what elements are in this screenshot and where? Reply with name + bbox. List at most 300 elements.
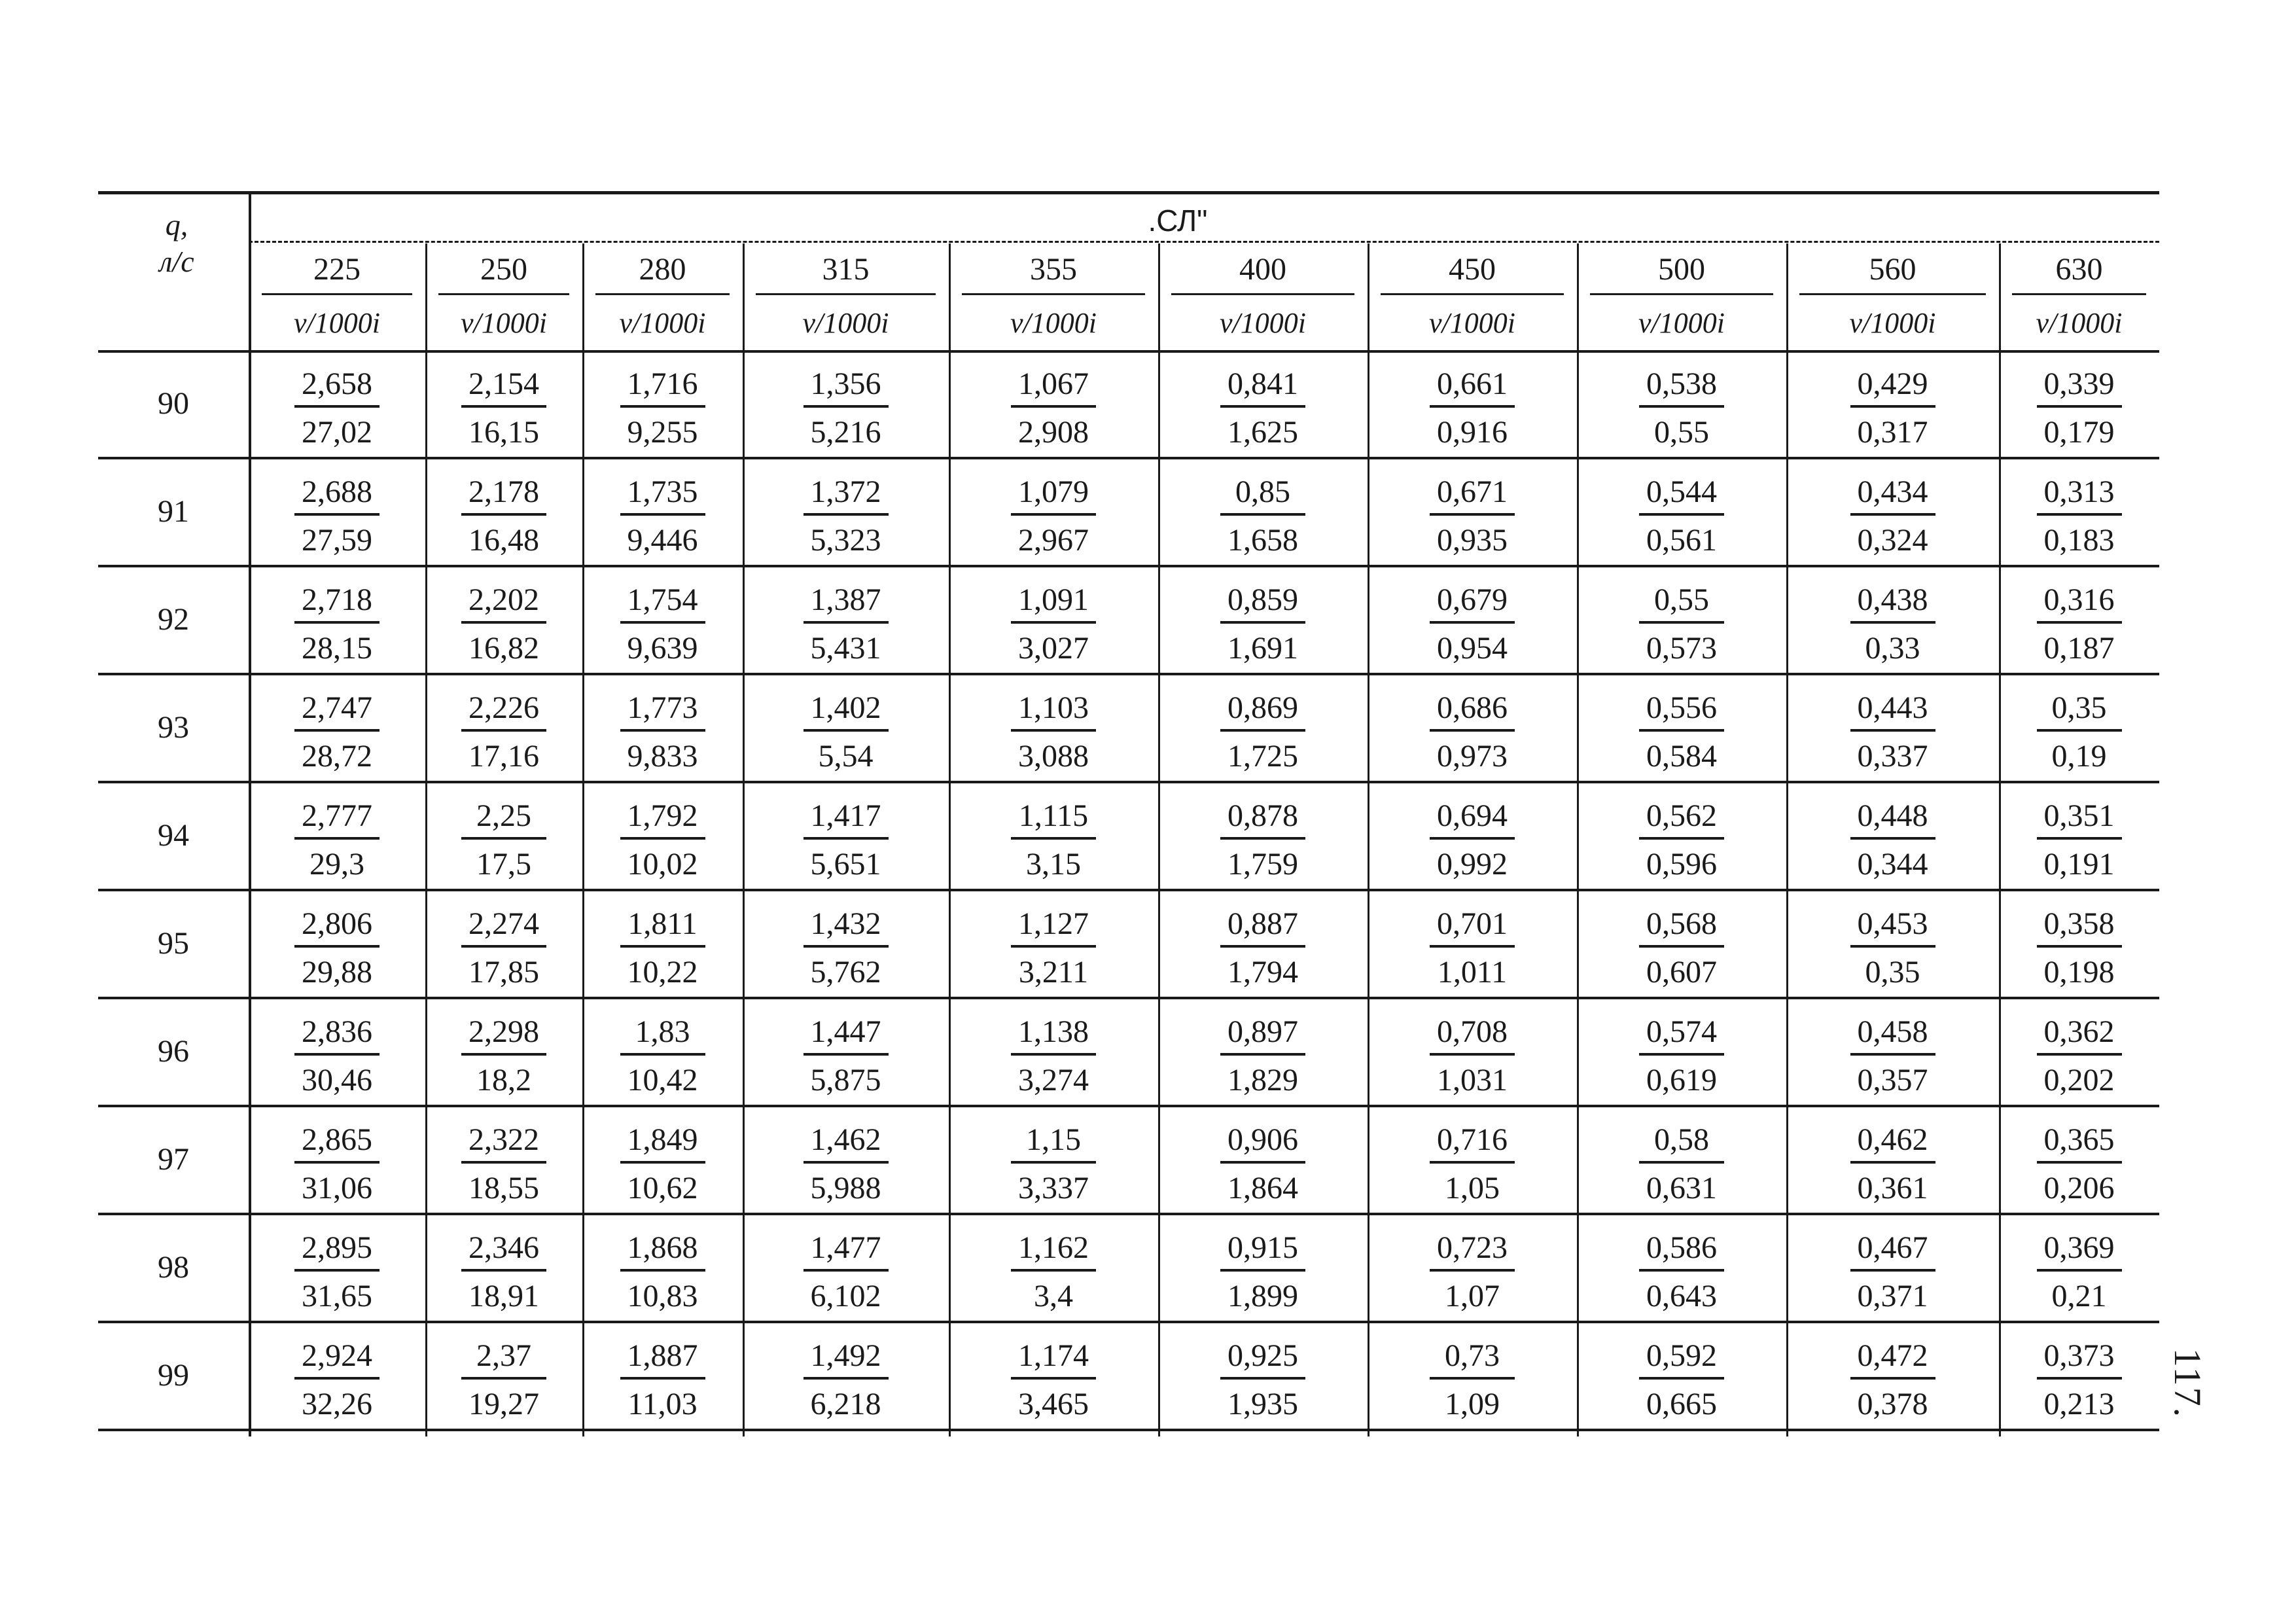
column-unit-label: v/1000i [1638,307,1725,339]
fraction-bar [1220,513,1305,516]
fraction-bar [2037,945,2122,948]
diameter-label: 450 [1449,252,1496,287]
velocity-value: 0,586 [1646,1230,1717,1265]
head-loss-value: 0,935 [1437,523,1508,558]
velocity-value: 0,429 [1857,366,1928,401]
fraction-bar [1850,729,1935,732]
velocity-value: 0,897 [1227,1014,1298,1049]
fraction-bar [2037,1269,2122,1272]
fraction-bar [2037,729,2122,732]
fraction-bar [804,621,889,624]
fraction-bar [1430,1377,1515,1380]
flow-rate-unit: л/с [159,245,194,278]
diameter-label: 315 [822,252,870,287]
diameter-label: 250 [480,252,527,287]
velocity-value: 2,688 [302,474,372,509]
head-loss-value: 0,619 [1646,1063,1717,1097]
fraction-bar [620,513,705,516]
fraction-bar [461,1377,546,1380]
fraction-bar [804,1053,889,1056]
head-loss-value: 10,42 [627,1063,698,1097]
head-loss-value: 28,15 [302,631,372,666]
velocity-value: 0,365 [2043,1122,2115,1157]
fraction-bar [2037,621,2122,624]
column-unit-label: v/1000i [2036,307,2123,339]
fraction-bar [461,1161,546,1164]
velocity-value: 1,754 [627,582,698,617]
head-loss-value: 18,2 [476,1063,531,1097]
velocity-value: 0,316 [2043,582,2115,617]
head-loss-value: 5,431 [810,631,881,666]
velocity-value: 0,453 [1857,906,1928,941]
head-loss-value: 29,88 [302,955,372,990]
head-loss-value: 5,875 [810,1063,881,1097]
flow-rate-value: 99 [158,1358,189,1393]
fraction-bar [620,1053,705,1056]
head-loss-value: 9,833 [627,739,698,774]
fraction-bar [294,405,380,408]
fraction-bar [1639,729,1724,732]
head-loss-value: 1,625 [1227,415,1298,450]
column-unit-label: v/1000i [1849,307,1936,339]
head-loss-value: 3,027 [1018,631,1089,666]
fraction-bar [1639,1161,1724,1164]
head-loss-value: 10,22 [627,955,698,990]
velocity-value: 0,351 [2043,798,2115,833]
head-loss-value: 0,324 [1857,523,1928,558]
velocity-value: 2,806 [302,906,372,941]
diameter-underline [962,293,1145,295]
velocity-value: 0,701 [1437,906,1508,941]
head-loss-value: 1,864 [1227,1171,1298,1205]
head-loss-value: 0,916 [1437,415,1508,450]
fraction-bar [804,513,889,516]
fraction-bar [1639,1269,1724,1272]
diameter-label: 630 [2055,252,2103,287]
fraction-bar [2037,513,2122,516]
diameter-underline [756,293,936,295]
head-loss-value: 11,03 [627,1387,698,1421]
fraction-bar [1639,513,1724,516]
fraction-bar [1011,1053,1096,1056]
fraction-bar [294,1269,380,1272]
head-loss-value: 1,794 [1227,955,1298,990]
velocity-value: 0,925 [1227,1338,1298,1373]
fraction-bar [461,513,546,516]
diameter-underline [595,293,730,295]
row-separator [98,889,2159,891]
velocity-value: 0,556 [1646,690,1717,725]
column-unit-label: v/1000i [461,307,547,339]
diameter-underline [2012,293,2146,295]
velocity-value: 1,477 [810,1230,881,1265]
head-loss-value: 27,02 [302,415,372,450]
fraction-bar [294,945,380,948]
flow-rate-value: 95 [158,926,189,961]
velocity-value: 0,708 [1437,1014,1508,1049]
flow-rate-value: 94 [158,818,189,853]
head-loss-value: 5,762 [810,955,881,990]
velocity-value: 1,138 [1018,1014,1089,1049]
velocity-value: 1,887 [627,1338,698,1373]
diameter-underline [438,293,569,295]
velocity-value: 0,339 [2043,366,2115,401]
head-loss-value: 27,59 [302,523,372,558]
head-loss-value: 0,643 [1646,1279,1717,1313]
head-loss-value: 0,665 [1646,1387,1717,1421]
fraction-bar [1011,729,1096,732]
fraction-bar [1639,945,1724,948]
velocity-value: 2,322 [468,1122,539,1157]
fraction-bar [1430,1161,1515,1164]
velocity-value: 0,887 [1227,906,1298,941]
head-loss-value: 0,596 [1646,847,1717,882]
head-loss-value: 0,33 [1865,631,1920,666]
fraction-bar [1850,513,1935,516]
row-separator [98,673,2159,675]
fraction-bar [2037,1053,2122,1056]
velocity-value: 2,865 [302,1122,372,1157]
velocity-value: 0,878 [1227,798,1298,833]
fraction-bar [1639,621,1724,624]
flow-rate-value: 96 [158,1034,189,1069]
head-loss-value: 1,031 [1437,1063,1508,1097]
fraction-bar [294,1053,380,1056]
head-loss-value: 1,935 [1227,1387,1298,1421]
velocity-value: 1,492 [810,1338,881,1373]
velocity-value: 0,679 [1437,582,1508,617]
velocity-value: 1,849 [627,1122,698,1157]
head-loss-value: 16,15 [468,415,539,450]
row-separator [98,1321,2159,1323]
fraction-bar [804,1377,889,1380]
head-loss-value: 0,992 [1437,847,1508,882]
fraction-bar [1011,513,1096,516]
velocity-value: 0,592 [1646,1338,1717,1373]
flow-rate-value: 98 [158,1250,189,1285]
fraction-bar [461,837,546,840]
velocity-value: 1,067 [1018,366,1089,401]
fraction-bar [1430,405,1515,408]
velocity-value: 1,417 [810,798,881,833]
fraction-bar [620,621,705,624]
head-loss-value: 0,954 [1437,631,1508,666]
velocity-value: 0,915 [1227,1230,1298,1265]
column-unit-label: v/1000i [619,307,706,339]
fraction-bar [2037,405,2122,408]
head-loss-value: 0,317 [1857,415,1928,450]
velocity-value: 1,372 [810,474,881,509]
header-rule-series [249,241,2159,243]
fraction-bar [1220,945,1305,948]
head-loss-value: 5,216 [810,415,881,450]
diameter-underline [1381,293,1564,295]
fraction-bar [1011,1161,1096,1164]
head-loss-value: 9,639 [627,631,698,666]
head-loss-value: 3,465 [1018,1387,1089,1421]
column-unit-label: v/1000i [802,307,889,339]
fraction-bar [620,837,705,840]
head-loss-value: 18,55 [468,1171,539,1205]
velocity-value: 1,127 [1018,906,1089,941]
table-top-rule [98,191,2159,194]
head-loss-value: 0,337 [1857,739,1928,774]
row-separator [98,1429,2159,1431]
diameter-label: 355 [1030,252,1077,287]
head-loss-value: 1,725 [1227,739,1298,774]
velocity-value: 1,387 [810,582,881,617]
velocity-value: 0,472 [1857,1338,1928,1373]
velocity-value: 0,438 [1857,582,1928,617]
fraction-bar [620,405,705,408]
fraction-bar [294,729,380,732]
fraction-bar [1639,405,1724,408]
head-loss-value: 3,274 [1018,1063,1089,1097]
diameter-label: 280 [639,252,686,287]
head-loss-value: 1,05 [1445,1171,1500,1205]
velocity-value: 1,811 [627,906,698,941]
velocity-value: 1,103 [1018,690,1089,725]
fraction-bar [1011,621,1096,624]
velocity-value: 2,178 [468,474,539,509]
fraction-bar [461,1053,546,1056]
fraction-bar [804,729,889,732]
velocity-value: 2,836 [302,1014,372,1049]
fraction-bar [2037,837,2122,840]
page-number: 117. [2166,1347,2210,1419]
velocity-value: 2,274 [468,906,539,941]
fraction-bar [1639,1377,1724,1380]
fraction-bar [1220,729,1305,732]
velocity-value: 0,313 [2043,474,2115,509]
fraction-bar [1850,945,1935,948]
head-loss-value: 2,967 [1018,523,1089,558]
fraction-bar [461,945,546,948]
velocity-value: 0,544 [1646,474,1717,509]
fraction-bar [1850,1269,1935,1272]
row-separator [98,781,2159,783]
flow-rate-value: 92 [158,602,189,637]
fraction-bar [1220,1053,1305,1056]
fraction-bar [1430,945,1515,948]
fraction-bar [1220,1377,1305,1380]
row-separator [98,1105,2159,1107]
velocity-value: 0,686 [1437,690,1508,725]
fraction-bar [1850,1161,1935,1164]
head-loss-value: 1,07 [1445,1279,1500,1313]
velocity-value: 0,85 [1235,474,1290,509]
head-loss-value: 9,446 [627,523,698,558]
fraction-bar [1011,945,1096,948]
velocity-value: 0,574 [1646,1014,1717,1049]
fraction-bar [1220,1161,1305,1164]
fraction-bar [1011,405,1096,408]
velocity-value: 0,73 [1445,1338,1500,1373]
fraction-bar [1220,405,1305,408]
head-loss-value: 16,82 [468,631,539,666]
velocity-value: 2,747 [302,690,372,725]
head-loss-value: 17,16 [468,739,539,774]
head-loss-value: 0,35 [1865,955,1920,990]
pipe-series-header: .СЛ" [1148,204,1208,238]
velocity-value: 1,402 [810,690,881,725]
velocity-value: 0,448 [1857,798,1928,833]
fraction-bar [1430,729,1515,732]
velocity-value: 1,356 [810,366,881,401]
velocity-value: 0,458 [1857,1014,1928,1049]
flow-rate-symbol: q, [165,208,188,241]
velocity-value: 0,723 [1437,1230,1508,1265]
velocity-value: 2,346 [468,1230,539,1265]
flow-rate-header [105,207,249,280]
head-loss-value: 6,102 [810,1279,881,1313]
head-loss-value: 32,26 [302,1387,372,1421]
fraction-bar [1011,837,1096,840]
velocity-value: 2,226 [468,690,539,725]
head-loss-value: 29,3 [309,847,364,882]
head-loss-value: 3,15 [1026,847,1081,882]
head-loss-value: 17,85 [468,955,539,990]
velocity-value: 0,906 [1227,1122,1298,1157]
row-separator [98,1213,2159,1215]
velocity-value: 1,447 [810,1014,881,1049]
fraction-bar [804,405,889,408]
velocity-value: 2,37 [476,1338,531,1373]
velocity-value: 0,859 [1227,582,1298,617]
velocity-value: 2,298 [468,1014,539,1049]
velocity-value: 1,115 [1018,798,1089,833]
column-unit-label: v/1000i [1429,307,1515,339]
diameter-label: 500 [1658,252,1705,287]
velocity-value: 1,091 [1018,582,1089,617]
velocity-value: 2,658 [302,366,372,401]
column-unit-label: v/1000i [1010,307,1097,339]
velocity-value: 1,83 [635,1014,690,1049]
head-loss-value: 2,908 [1018,415,1089,450]
fraction-bar [1011,1269,1096,1272]
head-loss-value: 17,5 [476,847,531,882]
fraction-bar [1430,1269,1515,1272]
velocity-value: 0,35 [2051,690,2107,725]
velocity-value: 1,462 [810,1122,881,1157]
velocity-value: 1,792 [627,798,698,833]
fraction-bar [804,945,889,948]
velocity-value: 0,467 [1857,1230,1928,1265]
fraction-bar [294,1377,380,1380]
fraction-bar [1220,1269,1305,1272]
fraction-bar [620,945,705,948]
velocity-value: 1,773 [627,690,698,725]
velocity-value: 0,661 [1437,366,1508,401]
fraction-bar [2037,1377,2122,1380]
fraction-bar [461,621,546,624]
fraction-bar [461,405,546,408]
head-loss-value: 1,691 [1227,631,1298,666]
head-loss-value: 5,651 [810,847,881,882]
fraction-bar [620,1269,705,1272]
fraction-bar [1850,1377,1935,1380]
velocity-value: 0,716 [1437,1122,1508,1157]
fraction-bar [620,729,705,732]
head-loss-value: 0,344 [1857,847,1928,882]
header-bottom-rule [98,350,2159,353]
head-loss-value: 18,91 [468,1279,539,1313]
head-loss-value: 0,21 [2051,1279,2107,1313]
velocity-value: 0,55 [1654,582,1709,617]
velocity-value: 1,432 [810,906,881,941]
head-loss-value: 0,573 [1646,631,1717,666]
head-loss-value: 0,357 [1857,1063,1928,1097]
head-loss-value: 3,4 [1034,1279,1073,1313]
head-loss-value: 0,183 [2043,523,2115,558]
fraction-bar [1850,837,1935,840]
head-loss-value: 0,206 [2043,1171,2115,1205]
velocity-value: 0,434 [1857,474,1928,509]
head-loss-value: 28,72 [302,739,372,774]
fraction-bar [294,837,380,840]
head-loss-value: 6,218 [810,1387,881,1421]
head-loss-value: 1,011 [1437,955,1508,990]
diameter-label: 225 [313,252,361,287]
diameter-underline [1799,293,1986,295]
head-loss-value: 0,179 [2043,415,2115,450]
fraction-bar [1850,405,1935,408]
fraction-bar [1011,1377,1096,1380]
velocity-value: 0,443 [1857,690,1928,725]
head-loss-value: 0,973 [1437,739,1508,774]
head-loss-value: 0,213 [2043,1387,2115,1421]
velocity-value: 1,735 [627,474,698,509]
diameter-underline [1171,293,1354,295]
flow-rate-value: 90 [158,386,189,421]
fraction-bar [1430,513,1515,516]
fraction-bar [461,729,546,732]
head-loss-value: 1,759 [1227,847,1298,882]
velocity-value: 2,718 [302,582,372,617]
head-loss-value: 19,27 [468,1387,539,1421]
diameter-label: 400 [1239,252,1286,287]
head-loss-value: 0,202 [2043,1063,2115,1097]
velocity-value: 0,369 [2043,1230,2115,1265]
head-loss-value: 0,561 [1646,523,1717,558]
fraction-bar [461,1269,546,1272]
head-loss-value: 9,255 [627,415,698,450]
head-loss-value: 0,19 [2051,739,2107,774]
flow-rate-value: 93 [158,710,189,745]
head-loss-value: 0,198 [2043,955,2115,990]
head-loss-value: 1,829 [1227,1063,1298,1097]
head-loss-value: 0,378 [1857,1387,1928,1421]
column-unit-label: v/1000i [294,307,380,339]
fraction-bar [294,621,380,624]
velocity-value: 1,174 [1018,1338,1089,1373]
head-loss-value: 5,323 [810,523,881,558]
fraction-bar [1220,837,1305,840]
velocity-value: 2,924 [302,1338,372,1373]
head-loss-value: 10,62 [627,1171,698,1205]
head-loss-value: 16,48 [468,523,539,558]
fraction-bar [804,1269,889,1272]
fraction-bar [1850,621,1935,624]
fraction-bar [1220,621,1305,624]
head-loss-value: 3,337 [1018,1171,1089,1205]
velocity-value: 0,869 [1227,690,1298,725]
velocity-value: 0,538 [1646,366,1717,401]
fraction-bar [804,1161,889,1164]
fraction-bar [294,513,380,516]
diameter-underline [1590,293,1773,295]
velocity-value: 1,868 [627,1230,698,1265]
